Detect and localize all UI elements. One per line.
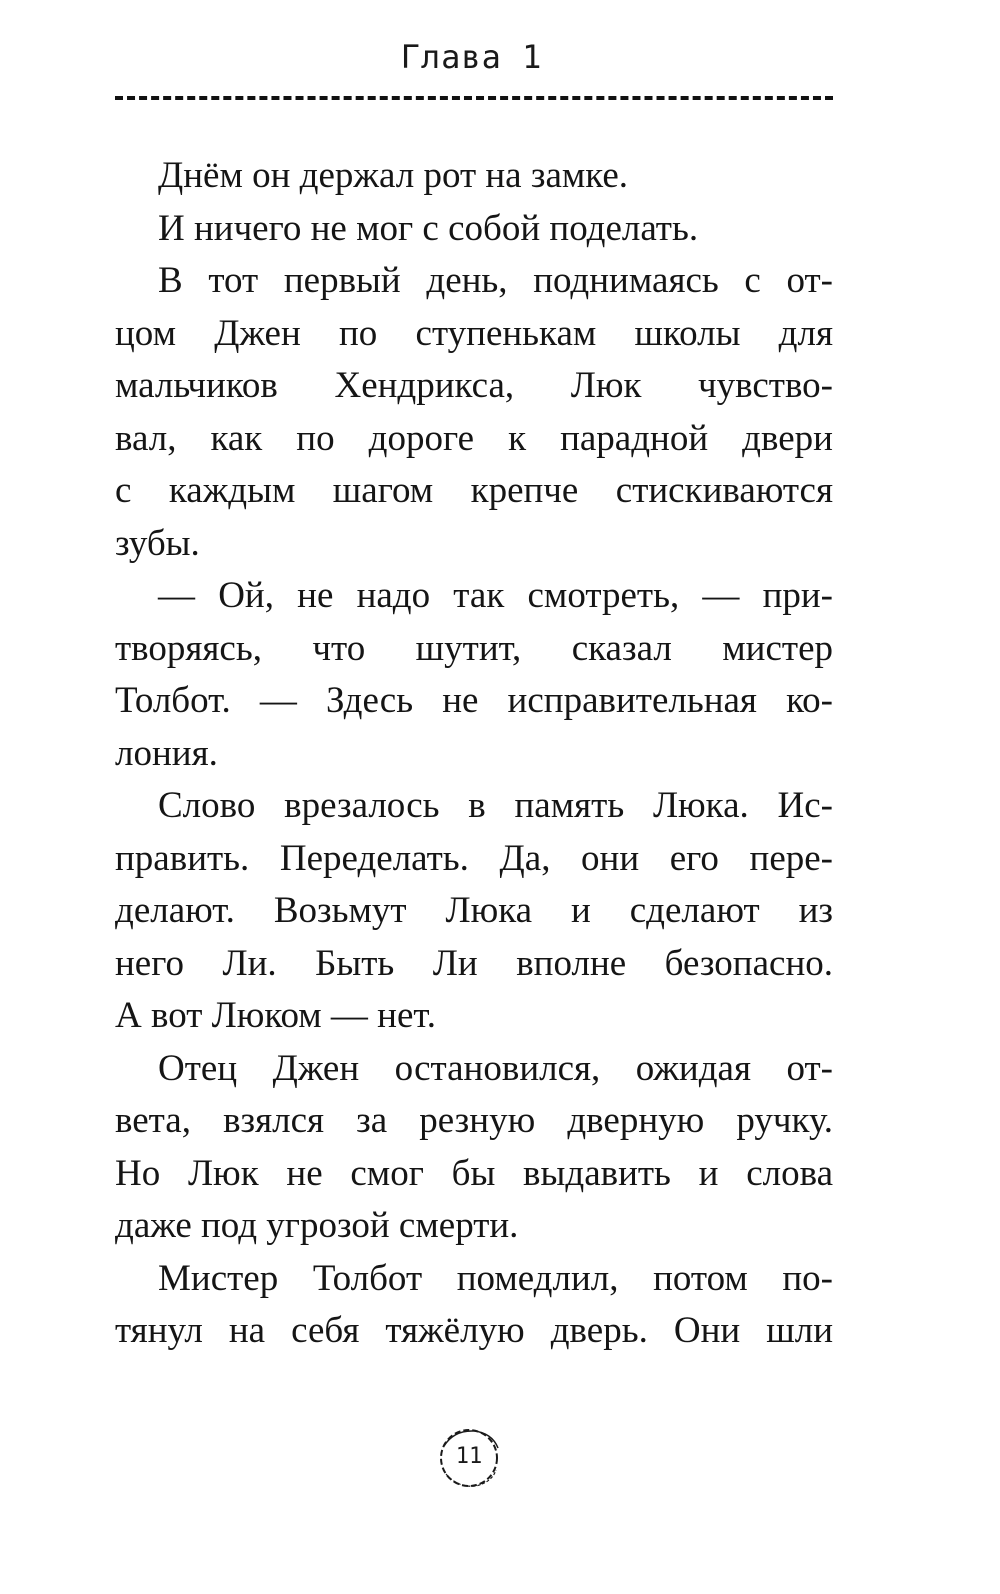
header-divider (115, 96, 833, 100)
text-line: Днём он держал рот на замке. (158, 155, 629, 196)
text-line: лония. (115, 732, 218, 774)
text-line: цом Джен по ступенькам школы для (115, 312, 833, 354)
text-line: Но Люк не смог бы выдавить и слова (115, 1152, 833, 1194)
text-line: Отец Джен остановился, ожидая от- (158, 1047, 833, 1089)
text-line: В тот первый день, поднимаясь с от- (158, 260, 833, 301)
text-line: вал, как по дороге к парадной двери (115, 417, 833, 459)
text-line: даже под угрозой смерти. (115, 1205, 519, 1246)
text-line: — Ой, не надо так смотреть, — при- (158, 575, 833, 616)
page-body (115, 150, 833, 1358)
text-line: править. Переделать. Да, они его пере- (115, 837, 833, 879)
text-line: тянул на себя тяжёлую дверь. Они шли (115, 1310, 833, 1351)
text-line: зубы. (115, 522, 200, 564)
text-line: творяясь, что шутит, сказал мистер (115, 627, 833, 669)
text-line: мальчиков Хендрикса, Люк чувство- (115, 365, 833, 406)
text-line: Мистер Толбот помедлил, потом по- (158, 1257, 833, 1299)
text-line: И ничего не мог с собой поделать. (158, 207, 699, 249)
text-line: с каждым шагом крепче стискиваются (115, 470, 833, 511)
text-line: делают. Возьмут Люка и сделают из (115, 890, 833, 931)
page-number: 11 (455, 1444, 483, 1469)
text-line: него Ли. Быть Ли вполне безопасно. (115, 942, 833, 984)
text-line: вета, взялся за резную дверную ручку. (115, 1100, 833, 1141)
chapter-title: Глава 1 (400, 38, 543, 76)
text-line: Толбот. — Здесь не исправительная ко- (115, 680, 833, 721)
page-number-badge (434, 1424, 504, 1494)
text-line: Слово врезалось в память Люка. Ис- (158, 785, 833, 826)
text-line: А вот Люком — нет. (115, 995, 437, 1036)
